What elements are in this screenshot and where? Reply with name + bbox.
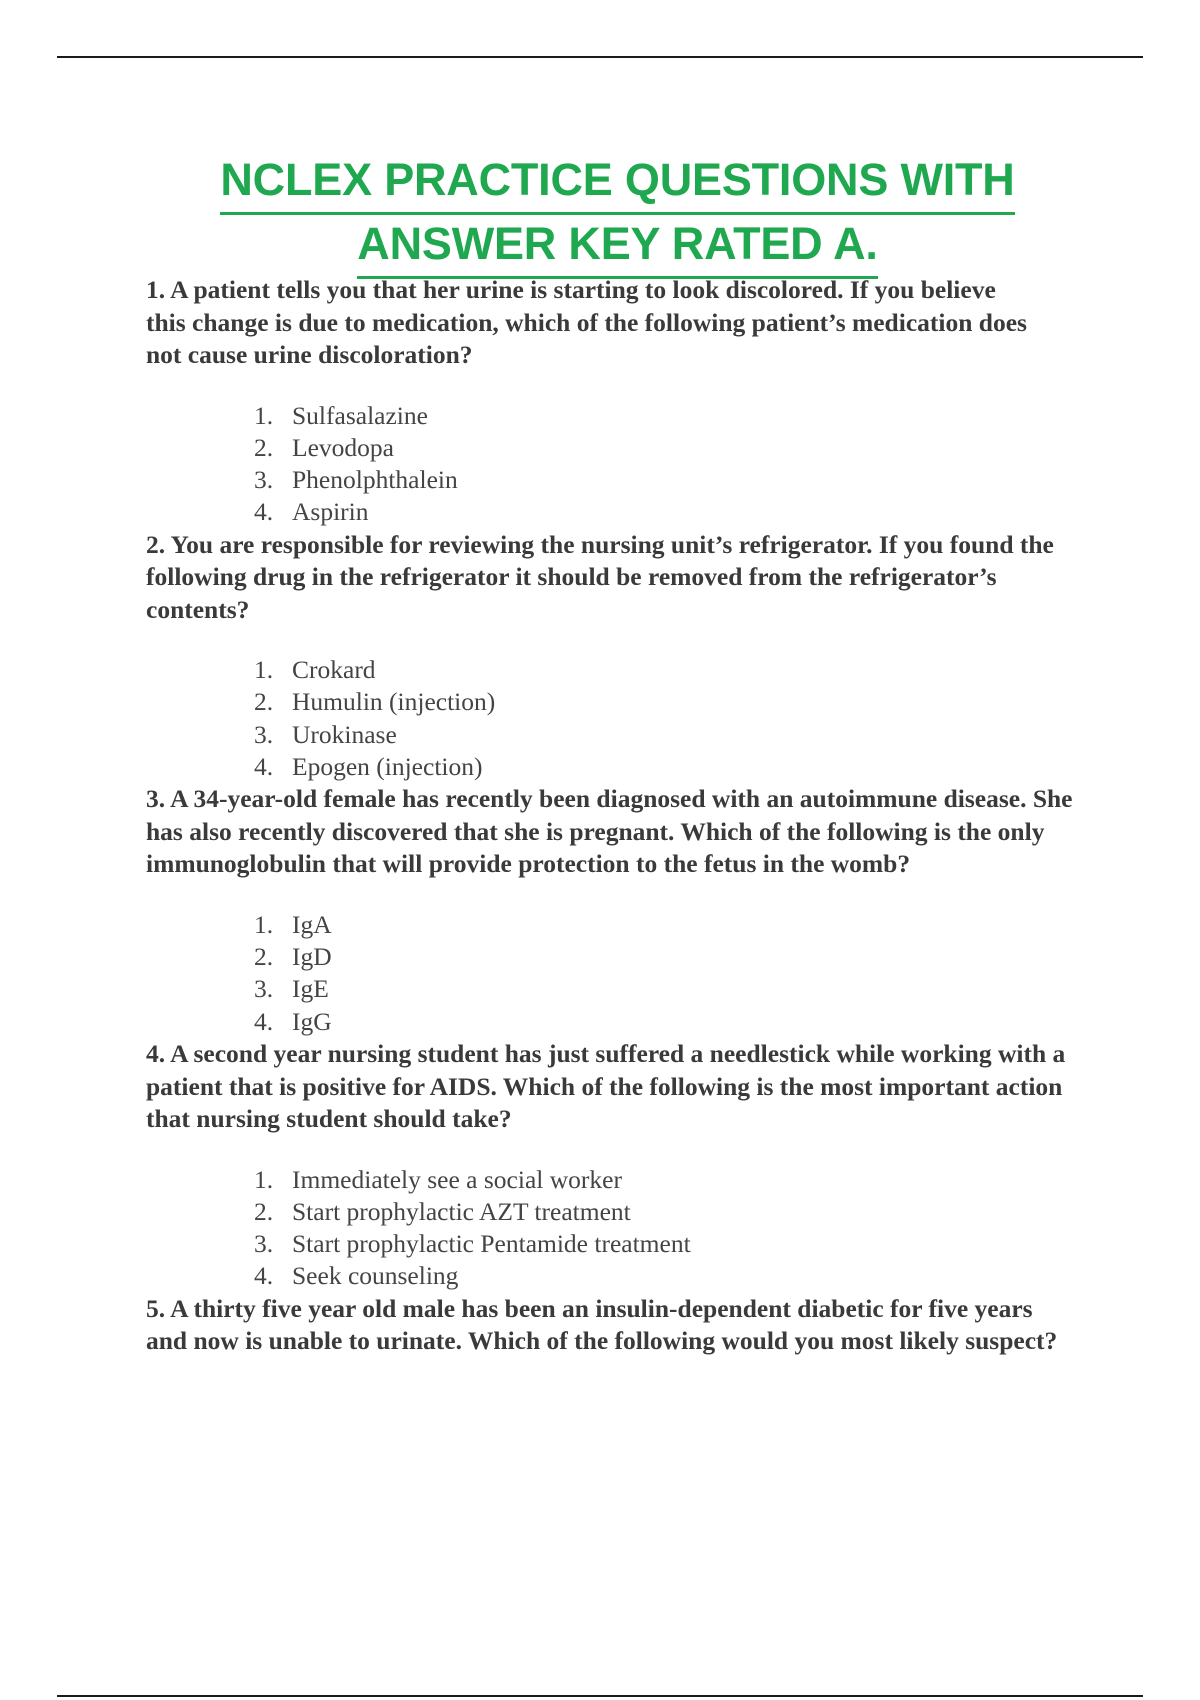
question-text: 1. A patient tells you that her urine is starting to look discolored. If you believe this change is due to medication, which of the following patient’s medication does not cause urine discoloration? bbox=[146, 275, 1027, 369]
answer-option: 4. Epogen (injection) bbox=[254, 752, 483, 782]
answer-option: 2. IgD bbox=[254, 942, 332, 972]
question-2 bbox=[146, 529, 1096, 784]
answer-option: 1. Sulfasalazine bbox=[254, 400, 428, 430]
title-line-2: ANSWER KEY RATED A. bbox=[357, 212, 877, 279]
answer-option: 1. IgA bbox=[254, 909, 332, 939]
document-title bbox=[0, 148, 1200, 276]
question-4 bbox=[146, 1038, 1096, 1293]
answer-option: 4. IgG bbox=[254, 1006, 332, 1036]
question-5 bbox=[146, 1293, 1096, 1358]
answer-options bbox=[146, 400, 1096, 529]
answer-options bbox=[146, 654, 1096, 783]
answer-option: 2. Humulin (injection) bbox=[254, 687, 496, 717]
answer-option: 3. IgE bbox=[254, 974, 329, 1004]
question-list bbox=[146, 274, 1096, 1358]
top-divider bbox=[57, 56, 1143, 58]
answer-options bbox=[146, 909, 1096, 1038]
answer-option: 4. Seek counseling bbox=[254, 1261, 459, 1291]
question-1 bbox=[146, 274, 1096, 529]
title-line-1: NCLEX PRACTICE QUESTIONS WITH bbox=[220, 148, 1014, 215]
answer-option: 1. Immediately see a social worker bbox=[254, 1164, 622, 1194]
answer-option: 4. Aspirin bbox=[254, 497, 369, 527]
answer-options bbox=[146, 1164, 1096, 1293]
answer-option: 2. Start prophylactic AZT treatment bbox=[254, 1196, 631, 1226]
answer-option: 3. Urokinase bbox=[254, 719, 397, 749]
question-text: 3. A 34-year-old female has recently been diagnosed with an autoimmune disease. She has also recently discovered that she is pregnant. Which of the following is the only immunoglobulin that will provide protection to the fetus in the womb? bbox=[146, 784, 1073, 879]
question-text: 2. You are responsible for reviewing the nursing unit’s refrigerator. If you found the following drug in the refrigerator it should be removed from the refrigerator’s contents? bbox=[146, 529, 1054, 624]
answer-option: 2. Levodopa bbox=[254, 432, 394, 462]
question-text: 4. A second year nursing student has just suffered a needlestick while working with a patient that is positive for AIDS. Which of the following is the most important action that nursing student should take? bbox=[146, 1039, 1066, 1134]
answer-option: 1. Crokard bbox=[254, 655, 376, 685]
question-text: 5. A thirty five year old male has been an insulin-dependent diabetic for five years and now is unable to urinate. Which of the following would you most likely suspect? bbox=[146, 1293, 1058, 1356]
answer-option: 3. Start prophylactic Pentamide treatment bbox=[254, 1229, 691, 1259]
question-3 bbox=[146, 783, 1096, 1038]
bottom-divider bbox=[57, 1695, 1143, 1697]
answer-option: 3. Phenolphthalein bbox=[254, 465, 458, 495]
